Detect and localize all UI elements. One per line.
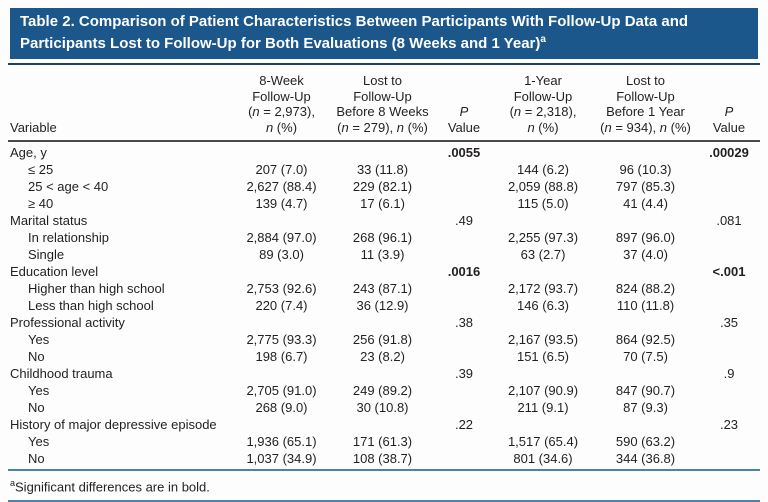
cell-empty	[435, 195, 493, 212]
cell-empty	[593, 263, 698, 280]
cell-empty	[698, 382, 760, 399]
cell-empty	[593, 141, 698, 161]
table-row	[8, 229, 760, 246]
cell-empty	[698, 331, 760, 348]
cell-lost-8week: 33 (11.8)	[356, 162, 409, 177]
cell-empty	[593, 416, 698, 433]
table-row	[8, 280, 760, 297]
cell-8week-followup: 268 (9.0)	[255, 400, 308, 415]
footnote-marker: a	[10, 478, 16, 488]
section-label: Age, y	[10, 145, 47, 160]
cell-empty	[493, 365, 593, 382]
cell-lost-1year: 824 (88.2)	[615, 281, 676, 296]
column-header-5: P Value	[712, 104, 746, 135]
cell-lost-1year: 87 (9.3)	[623, 400, 668, 415]
table-row	[8, 399, 760, 416]
cell-empty	[330, 212, 435, 229]
row-label: Yes	[28, 332, 50, 347]
cell-1year-followup: 2,167 (93.5)	[507, 332, 579, 347]
section-label: History of major depressive episode	[10, 417, 217, 432]
table-row	[8, 382, 760, 399]
table-row	[8, 450, 760, 467]
cell-1year-followup: 2,255 (97.3)	[507, 230, 579, 245]
cell-empty	[435, 297, 493, 314]
p-value-1year: .00029	[709, 145, 749, 160]
cell-8week-followup: 2,884 (97.0)	[246, 230, 317, 245]
cell-lost-8week: 23 (8.2)	[360, 349, 405, 364]
p-value-8week: .38	[454, 315, 474, 330]
column-header-variable: Variable	[10, 119, 57, 135]
cell-8week-followup: 89 (3.0)	[259, 247, 304, 262]
row-label: In relationship	[28, 230, 109, 245]
cell-empty	[330, 263, 435, 280]
cell-lost-8week: 108 (38.7)	[352, 451, 413, 466]
cell-1year-followup: 146 (6.3)	[516, 298, 570, 313]
cell-empty	[435, 331, 493, 348]
cell-lost-8week: 229 (82.1)	[352, 179, 413, 194]
table-row	[8, 297, 760, 314]
cell-lost-8week: 11 (3.9)	[360, 247, 405, 262]
p-value-8week: .22	[454, 417, 474, 432]
cell-1year-followup: 151 (6.5)	[516, 349, 570, 364]
cell-empty	[698, 229, 760, 246]
row-label: 25 < age < 40	[28, 179, 109, 194]
cell-empty	[435, 229, 493, 246]
cell-empty	[493, 314, 593, 331]
table-title-bar	[10, 8, 758, 59]
p-value-1year: .081	[716, 213, 742, 228]
cell-empty	[435, 161, 493, 178]
cell-empty	[493, 416, 593, 433]
row-label: Yes	[28, 383, 50, 398]
table-body	[8, 141, 760, 467]
cell-empty	[593, 314, 698, 331]
p-value-1year: .35	[719, 315, 739, 330]
table-footnote	[8, 471, 760, 500]
column-header-row	[8, 67, 760, 141]
cell-empty	[698, 348, 760, 365]
cell-empty	[435, 280, 493, 297]
cell-1year-followup: 2,107 (90.9)	[507, 383, 579, 398]
section-row	[8, 212, 760, 229]
cell-1year-followup: 115 (5.0)	[517, 196, 569, 211]
cell-8week-followup: 1,936 (65.1)	[246, 434, 317, 449]
cell-empty	[330, 416, 435, 433]
column-header-3: 1-Year Follow-Up (n = 2,318), n (%)	[509, 73, 577, 135]
cell-empty	[330, 314, 435, 331]
cell-empty	[493, 263, 593, 280]
cell-empty	[435, 399, 493, 416]
row-label: No	[28, 451, 45, 466]
section-label: Professional activity	[10, 315, 125, 330]
cell-1year-followup: 211 (9.1)	[517, 400, 569, 415]
cell-1year-followup: 63 (2.7)	[520, 247, 566, 262]
row-label: Single	[28, 247, 65, 262]
cell-lost-1year: 41 (4.4)	[623, 196, 668, 211]
cell-empty	[435, 348, 493, 365]
table-row	[8, 195, 760, 212]
cell-1year-followup: 1,517 (65.4)	[507, 434, 579, 449]
cell-empty	[233, 141, 330, 161]
cell-empty	[698, 433, 760, 450]
cell-empty	[493, 141, 593, 161]
cell-lost-1year: 864 (92.5)	[615, 332, 676, 347]
cell-empty	[493, 212, 593, 229]
table-row	[8, 433, 760, 450]
cell-8week-followup: 139 (4.7)	[255, 196, 308, 211]
cell-lost-1year: 590 (63.2)	[615, 434, 676, 449]
cell-lost-8week: 256 (91.8)	[352, 332, 413, 347]
table-row	[8, 161, 760, 178]
top-rule	[8, 63, 760, 65]
cell-empty	[698, 450, 760, 467]
cell-lost-1year: 70 (7.5)	[623, 349, 668, 364]
row-label: Less than high school	[28, 298, 154, 313]
cell-empty	[330, 141, 435, 161]
p-value-8week: .0055	[447, 145, 481, 160]
table-row	[8, 178, 760, 195]
row-label: ≥ 40	[28, 196, 54, 211]
cell-lost-1year: 110 (11.8)	[616, 298, 675, 313]
section-label: Marital status	[10, 213, 88, 228]
cell-lost-8week: 30 (10.8)	[356, 400, 409, 415]
cell-empty	[435, 178, 493, 195]
cell-empty	[330, 365, 435, 382]
footnote-text: Significant differences are in bold.	[15, 479, 210, 495]
cell-empty	[435, 433, 493, 450]
patient-characteristics-table	[8, 67, 760, 467]
p-value-8week: .39	[454, 366, 474, 381]
cell-empty	[593, 365, 698, 382]
cell-8week-followup: 207 (7.0)	[255, 162, 308, 177]
p-value-8week: .0016	[447, 264, 481, 279]
table-row	[8, 331, 760, 348]
cell-1year-followup: 144 (6.2)	[516, 162, 570, 177]
cell-empty	[233, 212, 330, 229]
cell-empty	[698, 195, 760, 212]
cell-lost-1year: 37 (4.0)	[623, 247, 668, 262]
cell-lost-1year: 897 (96.0)	[615, 230, 676, 245]
section-row	[8, 314, 760, 331]
cell-empty	[233, 263, 330, 280]
cell-empty	[698, 178, 760, 195]
cell-8week-followup: 2,705 (91.0)	[246, 383, 317, 398]
cell-empty	[593, 212, 698, 229]
cell-lost-8week: 249 (89.2)	[352, 383, 413, 398]
cell-empty	[435, 382, 493, 399]
cell-lost-8week: 268 (96.1)	[352, 230, 413, 245]
section-row	[8, 365, 760, 382]
cell-8week-followup: 2,627 (88.4)	[246, 179, 317, 194]
column-header-2: P Value	[447, 104, 481, 135]
column-header-0: 8-Week Follow-Up (n = 2,973), n (%)	[248, 73, 315, 135]
section-label: Childhood trauma	[10, 366, 113, 381]
row-label: No	[28, 400, 45, 415]
cell-lost-8week: 171 (61.3)	[352, 434, 413, 449]
p-value-1year: .23	[719, 417, 739, 432]
table-title: Table 2. Comparison of Patient Characteristics Between Participants With Follow-Up Data and Participants Lost to Follow-Up for Both Evaluations (8 Weeks and 1 Year)	[20, 13, 689, 52]
cell-8week-followup: 198 (6.7)	[255, 349, 308, 364]
p-value-8week: .49	[454, 213, 474, 228]
cell-8week-followup: 1,037 (34.9)	[246, 451, 317, 466]
cell-lost-1year: 96 (10.3)	[619, 162, 672, 177]
cell-lost-1year: 847 (90.7)	[615, 383, 676, 398]
cell-empty	[698, 246, 760, 263]
cell-1year-followup: 801 (34.6)	[513, 451, 573, 466]
p-value-1year: .9	[723, 366, 735, 381]
table-title-footnote-marker: a	[540, 34, 546, 45]
table-row	[8, 348, 760, 365]
cell-lost-1year: 344 (36.8)	[615, 451, 676, 466]
cell-empty	[233, 314, 330, 331]
section-row	[8, 141, 760, 161]
row-label: ≤ 25	[28, 162, 54, 177]
cell-lost-8week: 17 (6.1)	[360, 196, 405, 211]
cell-empty	[698, 280, 760, 297]
p-value-1year: <.001	[712, 264, 746, 279]
column-header-1: Lost to Follow-Up Before 8 Weeks (n = 279), n (%)	[336, 73, 429, 135]
column-header-4: Lost to Follow-Up Before 1 Year (n = 934), n (%)	[600, 73, 691, 135]
cell-lost-1year: 797 (85.3)	[615, 179, 676, 194]
cell-1year-followup: 2,172 (93.7)	[507, 281, 579, 296]
cell-8week-followup: 2,753 (92.6)	[246, 281, 317, 296]
table-row	[8, 246, 760, 263]
section-label: Education level	[10, 264, 99, 279]
row-label: No	[28, 349, 45, 364]
cell-lost-8week: 243 (87.1)	[352, 281, 413, 296]
cell-empty	[435, 450, 493, 467]
row-label: Yes	[28, 434, 50, 449]
cell-8week-followup: 220 (7.4)	[255, 298, 308, 313]
cell-empty	[233, 365, 330, 382]
cell-lost-8week: 36 (12.9)	[356, 298, 409, 313]
cell-empty	[435, 246, 493, 263]
cell-empty	[698, 161, 760, 178]
cell-8week-followup: 2,775 (93.3)	[246, 332, 317, 347]
cell-1year-followup: 2,059 (88.8)	[507, 179, 579, 194]
section-row	[8, 263, 760, 280]
cell-empty	[233, 416, 330, 433]
cell-empty	[698, 297, 760, 314]
cell-empty	[698, 399, 760, 416]
section-row	[8, 416, 760, 433]
row-label: Higher than high school	[28, 281, 165, 296]
